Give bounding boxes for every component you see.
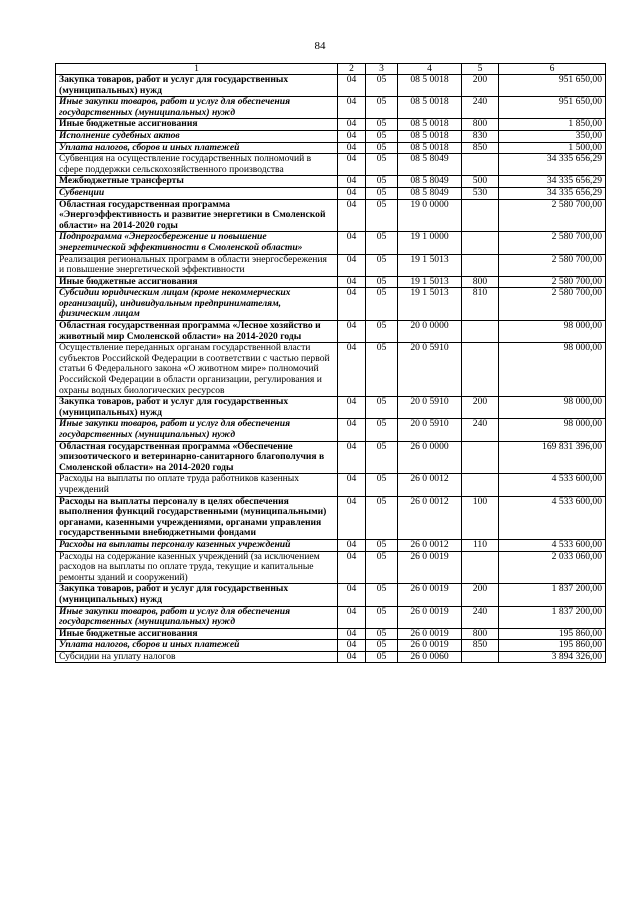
row-amount: 2 580 700,00: [499, 276, 606, 288]
row-name: Расходы на выплаты по оплате труда работников казенных учреждений: [56, 474, 338, 496]
row-target-code: 08 5 8049: [398, 187, 462, 199]
header-col-2: 2: [338, 64, 366, 75]
row-target-code: 08 5 0018: [398, 75, 462, 97]
row-name: Уплата налогов, сборов и иных платежей: [56, 640, 338, 652]
row-section: 04: [338, 276, 366, 288]
row-subsection: 05: [366, 232, 398, 254]
row-subsection: 05: [366, 628, 398, 640]
row-expense-type: 800: [462, 628, 499, 640]
table-row: [56, 397, 606, 419]
row-name: Расходы на содержание казенных учреждений (за исключением расходов на выплаты по оплате труда, текущие и капитальные ремонты зданий и сооружений): [56, 551, 338, 584]
row-section: 04: [338, 187, 366, 199]
row-subsection: 05: [366, 176, 398, 188]
row-subsection: 05: [366, 154, 398, 176]
row-expense-type: [462, 199, 499, 232]
row-name: Межбюджетные трансферты: [56, 176, 338, 188]
table-row: [56, 199, 606, 232]
row-amount: 4 533 600,00: [499, 539, 606, 551]
row-amount: 1 837 200,00: [499, 606, 606, 628]
row-target-code: 20 0 5910: [398, 419, 462, 441]
row-expense-type: [462, 321, 499, 343]
row-expense-type: 850: [462, 640, 499, 652]
header-col-6: 6: [499, 64, 606, 75]
table-row: [56, 288, 606, 321]
row-amount: 169 831 396,00: [499, 441, 606, 474]
row-subsection: 05: [366, 187, 398, 199]
row-expense-type: 240: [462, 97, 499, 119]
row-expense-type: [462, 651, 499, 663]
row-section: 04: [338, 551, 366, 584]
page-number: 84: [314, 40, 326, 52]
row-target-code: 26 0 0012: [398, 496, 462, 539]
row-amount: 2 580 700,00: [499, 232, 606, 254]
row-section: 04: [338, 539, 366, 551]
table-row: [56, 142, 606, 154]
row-amount: 1 850,00: [499, 119, 606, 131]
row-subsection: 05: [366, 254, 398, 276]
row-expense-type: [462, 254, 499, 276]
row-expense-type: [462, 441, 499, 474]
row-subsection: 05: [366, 606, 398, 628]
row-amount: 34 335 656,29: [499, 176, 606, 188]
row-expense-type: 850: [462, 142, 499, 154]
row-amount: 98 000,00: [499, 343, 606, 397]
table-row: [56, 119, 606, 131]
row-amount: 34 335 656,29: [499, 187, 606, 199]
row-subsection: 05: [366, 551, 398, 584]
row-target-code: 08 5 8049: [398, 176, 462, 188]
row-amount: 2 580 700,00: [499, 254, 606, 276]
row-target-code: 26 0 0019: [398, 628, 462, 640]
table-row: [56, 187, 606, 199]
table-row: [56, 154, 606, 176]
table-row: [56, 640, 606, 652]
row-amount: 34 335 656,29: [499, 154, 606, 176]
row-expense-type: 830: [462, 130, 499, 142]
row-subsection: 05: [366, 75, 398, 97]
row-name: Уплата налогов, сборов и иных платежей: [56, 142, 338, 154]
row-amount: 2 580 700,00: [499, 288, 606, 321]
row-name: Закупка товаров, работ и услуг для государственных (муниципальных) нужд: [56, 584, 338, 606]
row-name: Иные бюджетные ассигнования: [56, 119, 338, 131]
row-expense-type: [462, 343, 499, 397]
row-name: Субвенции: [56, 187, 338, 199]
row-section: 04: [338, 232, 366, 254]
row-name: Закупка товаров, работ и услуг для государственных (муниципальных) нужд: [56, 75, 338, 97]
row-section: 04: [338, 199, 366, 232]
row-target-code: 26 0 0000: [398, 441, 462, 474]
row-section: 04: [338, 474, 366, 496]
table-row: [56, 321, 606, 343]
row-target-code: 20 0 5910: [398, 343, 462, 397]
row-expense-type: 200: [462, 75, 499, 97]
row-target-code: 26 0 0019: [398, 606, 462, 628]
row-name: Областная государственная программа «Энергоэффективность и развитие энергетики в Смоленской области» на 2014-2020 годы: [56, 199, 338, 232]
row-amount: 98 000,00: [499, 321, 606, 343]
row-section: 04: [338, 496, 366, 539]
row-section: 04: [338, 321, 366, 343]
table-row: [56, 474, 606, 496]
row-subsection: 05: [366, 584, 398, 606]
row-subsection: 05: [366, 276, 398, 288]
row-section: 04: [338, 441, 366, 474]
row-amount: 195 860,00: [499, 628, 606, 640]
row-name: Иные закупки товаров, работ и услуг для обеспечения государственных (муниципальных) нужд: [56, 606, 338, 628]
row-section: 04: [338, 288, 366, 321]
row-section: 04: [338, 97, 366, 119]
row-subsection: 05: [366, 397, 398, 419]
row-name: Расходы на выплаты персоналу в целях обеспечения выполнения функций государственными (муниципальными) органами, казенными учреждениями, органами управления государственными внебюджетными фондами: [56, 496, 338, 539]
row-subsection: 05: [366, 97, 398, 119]
row-target-code: 19 1 5013: [398, 276, 462, 288]
header-col-3: 3: [366, 64, 398, 75]
row-name: Подпрограмма «Энергосбережение и повышение энергетической эффективности в Смоленской области»: [56, 232, 338, 254]
row-name: Исполнение судебных актов: [56, 130, 338, 142]
row-section: 04: [338, 75, 366, 97]
row-subsection: 05: [366, 142, 398, 154]
row-expense-type: [462, 232, 499, 254]
table-row: [56, 628, 606, 640]
row-amount: 98 000,00: [499, 397, 606, 419]
row-target-code: 26 0 0060: [398, 651, 462, 663]
row-subsection: 05: [366, 321, 398, 343]
table-row: [56, 343, 606, 397]
row-section: 04: [338, 343, 366, 397]
row-amount: 195 860,00: [499, 640, 606, 652]
row-name: Осуществление переданных органам государственной власти субъектов Российской Федерации в соответствии с частью первой статьи 6 Федерального закона «О животном мире» полномочий Российской Федерации в области организации, регулирования и охраны водных биологических ресурсов: [56, 343, 338, 397]
row-expense-type: 200: [462, 397, 499, 419]
row-target-code: 19 1 5013: [398, 288, 462, 321]
row-name: Иные закупки товаров, работ и услуг для обеспечения государственных (муниципальных) нужд: [56, 419, 338, 441]
row-name: Закупка товаров, работ и услуг для государственных (муниципальных) нужд: [56, 397, 338, 419]
row-expense-type: 100: [462, 496, 499, 539]
row-expense-type: 530: [462, 187, 499, 199]
row-expense-type: 240: [462, 606, 499, 628]
row-expense-type: 810: [462, 288, 499, 321]
row-target-code: 08 5 0018: [398, 119, 462, 131]
table-row: [56, 130, 606, 142]
row-target-code: 19 1 5013: [398, 254, 462, 276]
header-col-5: 5: [462, 64, 499, 75]
budget-table: [55, 63, 606, 663]
row-subsection: 05: [366, 651, 398, 663]
table-row: [56, 441, 606, 474]
row-section: 04: [338, 419, 366, 441]
row-amount: 3 894 326,00: [499, 651, 606, 663]
row-subsection: 05: [366, 496, 398, 539]
table-row: [56, 419, 606, 441]
row-target-code: 08 5 0018: [398, 142, 462, 154]
row-subsection: 05: [366, 640, 398, 652]
row-expense-type: [462, 474, 499, 496]
row-amount: 1 837 200,00: [499, 584, 606, 606]
row-name: Областная государственная программа «Обеспечение эпизоотического и ветеринарно-санитарного благополучия в Смоленской области» на 2014-2020 годы: [56, 441, 338, 474]
row-name: Расходы на выплаты персоналу казенных учреждений: [56, 539, 338, 551]
row-amount: 98 000,00: [499, 419, 606, 441]
table-row: [56, 606, 606, 628]
header-col-4: 4: [398, 64, 462, 75]
row-target-code: 19 0 0000: [398, 199, 462, 232]
row-target-code: 08 5 0018: [398, 97, 462, 119]
row-expense-type: 800: [462, 276, 499, 288]
row-section: 04: [338, 606, 366, 628]
table-row: [56, 496, 606, 539]
row-expense-type: [462, 551, 499, 584]
table-row: [56, 97, 606, 119]
row-amount: 4 533 600,00: [499, 474, 606, 496]
row-expense-type: 110: [462, 539, 499, 551]
row-amount: 350,00: [499, 130, 606, 142]
row-subsection: 05: [366, 199, 398, 232]
table-row: [56, 232, 606, 254]
row-name: Субвенция на осуществление государственных полномочий в сфере поддержки сельскохозяйственного производства: [56, 154, 338, 176]
row-amount: 4 533 600,00: [499, 496, 606, 539]
row-subsection: 05: [366, 539, 398, 551]
table-row: [56, 651, 606, 663]
row-target-code: 26 0 0019: [398, 640, 462, 652]
row-target-code: 26 0 0012: [398, 539, 462, 551]
row-amount: 951 650,00: [499, 97, 606, 119]
row-name: Иные закупки товаров, работ и услуг для обеспечения государственных (муниципальных) нужд: [56, 97, 338, 119]
row-expense-type: [462, 154, 499, 176]
row-name: Областная государственная программа «Лесное хозяйство и животный мир Смоленской области» на 2014-2020 годы: [56, 321, 338, 343]
row-section: 04: [338, 640, 366, 652]
row-subsection: 05: [366, 130, 398, 142]
row-subsection: 05: [366, 288, 398, 321]
row-expense-type: 240: [462, 419, 499, 441]
row-expense-type: 500: [462, 176, 499, 188]
row-section: 04: [338, 584, 366, 606]
row-section: 04: [338, 176, 366, 188]
row-expense-type: 200: [462, 584, 499, 606]
table-row: [56, 539, 606, 551]
header-col-1: 1: [56, 64, 338, 75]
row-target-code: 26 0 0019: [398, 584, 462, 606]
table-row: [56, 584, 606, 606]
row-subsection: 05: [366, 419, 398, 441]
header-row: [56, 64, 606, 75]
table-row: [56, 75, 606, 97]
row-target-code: 19 1 0000: [398, 232, 462, 254]
table-row: [56, 176, 606, 188]
row-target-code: 08 5 0018: [398, 130, 462, 142]
row-amount: 951 650,00: [499, 75, 606, 97]
row-subsection: 05: [366, 343, 398, 397]
row-expense-type: 800: [462, 119, 499, 131]
row-section: 04: [338, 130, 366, 142]
row-name: Субсидии на уплату налогов: [56, 651, 338, 663]
row-name: Субсидии юридическим лицам (кроме некоммерческих организаций), индивидуальным предпринимателям, физическим лицам: [56, 288, 338, 321]
row-name: Реализация региональных программ в области энергосбережения и повышение энергетической эффективности: [56, 254, 338, 276]
row-amount: 2 033 060,00: [499, 551, 606, 584]
row-section: 04: [338, 154, 366, 176]
row-amount: 1 500,00: [499, 142, 606, 154]
table-row: [56, 551, 606, 584]
row-section: 04: [338, 628, 366, 640]
row-section: 04: [338, 254, 366, 276]
row-amount: 2 580 700,00: [499, 199, 606, 232]
row-section: 04: [338, 142, 366, 154]
row-subsection: 05: [366, 441, 398, 474]
row-target-code: 26 0 0019: [398, 551, 462, 584]
row-name: Иные бюджетные ассигнования: [56, 628, 338, 640]
table-row: [56, 254, 606, 276]
row-target-code: 08 5 8049: [398, 154, 462, 176]
row-subsection: 05: [366, 474, 398, 496]
row-section: 04: [338, 119, 366, 131]
row-name: Иные бюджетные ассигнования: [56, 276, 338, 288]
row-target-code: 26 0 0012: [398, 474, 462, 496]
table-row: [56, 276, 606, 288]
row-target-code: 20 0 0000: [398, 321, 462, 343]
row-subsection: 05: [366, 119, 398, 131]
row-section: 04: [338, 651, 366, 663]
row-target-code: 20 0 5910: [398, 397, 462, 419]
row-section: 04: [338, 397, 366, 419]
